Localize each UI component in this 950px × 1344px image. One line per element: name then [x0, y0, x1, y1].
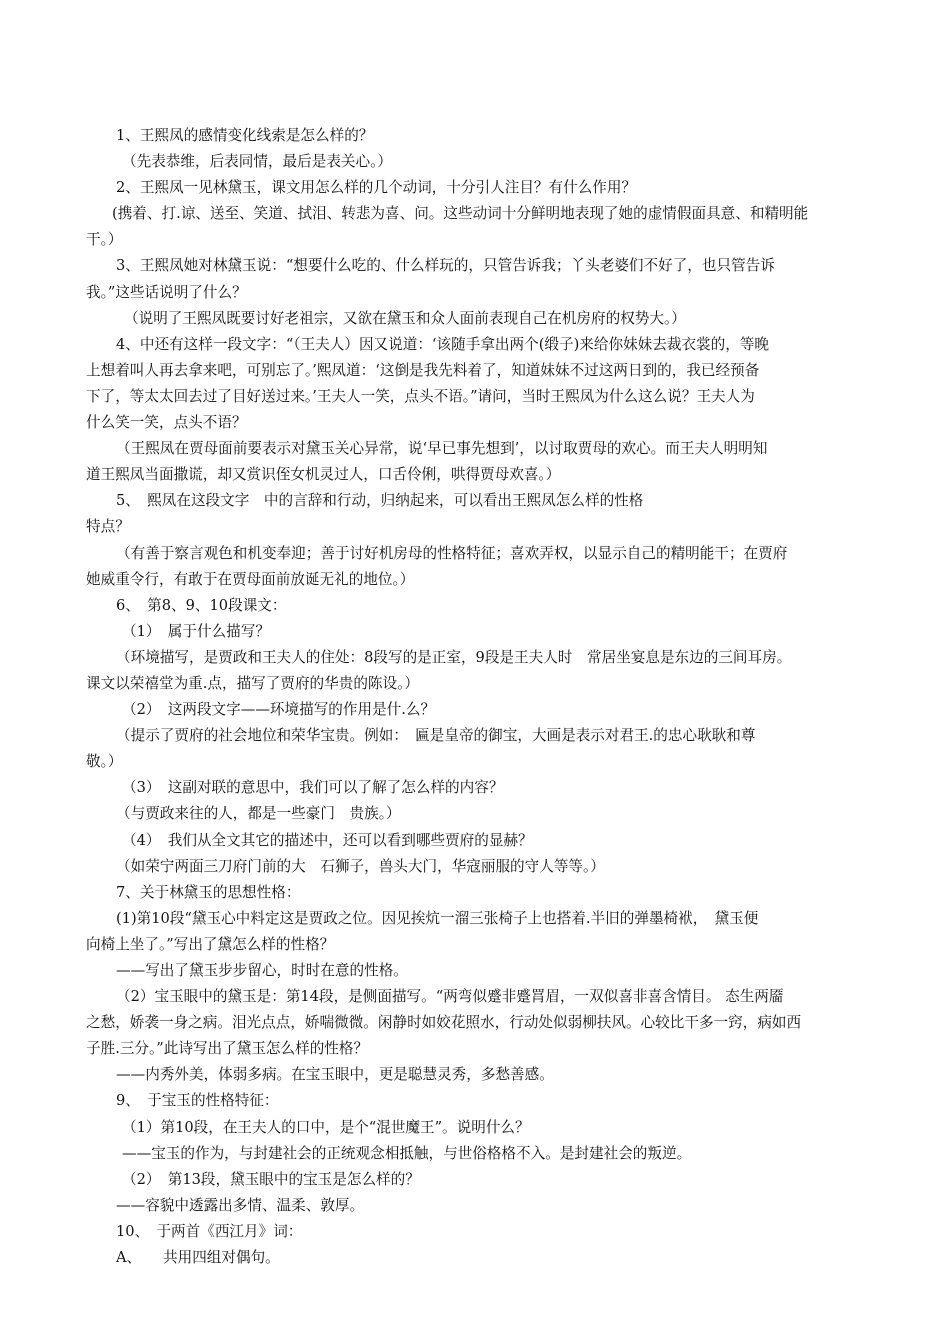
text-line: （环境描写，是贾政和王夫人的住处：8段写的是正室，9段是王夫人时 常居坐宴息是东边的三间耳房。: [116, 648, 792, 666]
text-line: （提示了贾府的社会地位和荣华宝贵。例如： 匾是皇帝的御宝，大画是表示对君王.的忠心耿耿和尊: [116, 727, 756, 745]
text-line: （2）宝玉眼中的黛玉是：第14段，是侧面描写。“两弯似蹙非蹙罥眉，一双似喜非喜含情目。 态生两靥: [116, 988, 784, 1006]
text-line: 9、 于宝玉的性格特征：: [116, 1092, 279, 1110]
text-line: 干。）: [86, 231, 123, 249]
text-line: 2、王熙凤一见林黛玉，课文用怎么样的几个动词，十分引人注目？有什么作用？: [116, 179, 637, 197]
text-line: （3） 这副对联的意思中，我们可以了解了怎么样的内容？: [122, 779, 504, 797]
text-line: （2） 这两段文字——环境描写的作用是什.么？: [122, 701, 436, 719]
text-line: （说明了王熙凤既要讨好老祖宗，又欲在黛玉和众人面前表现自己在机房府的权势大。）: [124, 309, 686, 327]
text-line: 特点？: [86, 518, 130, 536]
text-line: （有善于察言观色和机变奉迎；善于讨好机房母的性格特征；喜欢弄权，以显示自己的精明能干；在贾府: [116, 544, 788, 562]
text-line: 之愁，娇袭一身之病。泪光点点，娇喘微微。闲静时如姣花照水，行动处似弱柳扶风。心较比干多一窍，病如西: [86, 1014, 802, 1032]
text-line: 下了，等太太回去过了目好送过来。’王夫人一笑，点头不语。”请问，当时王熙凤为什么这么说？王夫人为: [86, 387, 755, 405]
text-line: ——宝玉的作为，与封建社会的正统观念相抵触，与世俗格格不入。是封建社会的叛逆。: [122, 1144, 692, 1162]
text-line: （1）第10段，在王夫人的口中，是个“混世魔王”。说明什么？: [122, 1118, 530, 1136]
text-line: 什么笑一笑，点头不语？: [86, 414, 247, 432]
text-line: 上想着叫人再去拿来吧，可别忘了。’熙凤道：‘这倒是我先料着了，知道妹妹不过这两日到的，我已经预备: [86, 361, 760, 379]
text-line: 4、中还有这样一段文字：“（王夫人）因又说道：‘该随手拿出两个(缎子)来给你妹妹去裁衣裳的，等晚: [116, 335, 770, 353]
text-line: 6、 第8、9、10段课文：: [116, 596, 287, 614]
text-line: 5、 熙凤在这段文字 中的言辞和行动，归纳起来，可以看出王熙凤怎么样的性格: [116, 492, 644, 510]
text-line: 她威重令行，有敢于在贾母面前放诞无礼的地位。）: [86, 570, 415, 588]
text-line: 敬。）: [86, 753, 123, 771]
text-line: （先表恭维，后表同情，最后是表关心。）: [122, 153, 392, 171]
text-line: 向椅上坐了。”写出了黛怎么样的性格？: [86, 935, 335, 953]
text-line: 道王熙凤当面撒谎，却又赏识侄女机灵过人，口舌伶俐，哄得贾母欢喜。）: [86, 466, 561, 484]
text-line: 子胜.三分。”此诗写出了黛玉怎么样的性格？: [86, 1040, 369, 1058]
text-line: （2） 第13段，黛玉眼中的宝玉是怎么样的？: [122, 1170, 420, 1188]
text-line: 7、关于林黛玉的思想性格：: [116, 883, 301, 901]
text-line: （1） 属于什么描写？: [122, 622, 270, 640]
text-line: 课文以荣禧堂为重.点，描写了贾府的华贵的陈设。）: [86, 674, 419, 692]
text-line: ——写出了黛玉步步留心，时时在意的性格。: [116, 962, 408, 979]
text-line: （与贾政来往的人，都是一些豪门 贵族。）: [116, 805, 401, 823]
text-line: 1、王熙凤的感情变化线索是怎么样的？: [116, 127, 374, 144]
text-line: （王熙凤在贾母面前要表示对黛玉关心异常，说‘早已事先想到’，以讨取贾母的欢心。而王夫人明明知: [116, 440, 768, 458]
text-line: (携着、打.谅、送至、笑道、拭泪、转悲为喜、问。这些动词十分鲜明地表现了她的虚情假面具意、和精明能: [112, 205, 809, 223]
text-line: 10、 于两首《西江月》词：: [116, 1222, 303, 1240]
text-line: (1)第10段“黛玉心中料定这是贾政之位。因见挨炕一溜三张椅子上也搭着.半旧的弹墨椅袱， 黛玉便: [116, 909, 759, 927]
text-line: ——内秀外美，体弱多病。在宝玉眼中，更是聪慧灵秀，多愁善感。: [116, 1066, 554, 1084]
text-line: （4） 我们从全文其它的描述中，还可以看到哪些贾府的显赫？: [122, 831, 533, 849]
text-line: 3、王熙凤她对林黛玉说：“想要什么吃的、什么样玩的，只管告诉我；丫头老婆们不好了，也只管告诉: [116, 257, 775, 275]
text-line: A、 共用四组对偶句。: [116, 1249, 280, 1267]
text-line: （如荣宁两面三刀府门前的大 石狮子，兽头大门，华寇丽服的守人等等。）: [116, 857, 605, 875]
text-line: ——容貌中透露出多情、温柔、敦厚。: [116, 1196, 365, 1214]
text-line: 我。”这些话说明了什么？: [86, 283, 247, 301]
